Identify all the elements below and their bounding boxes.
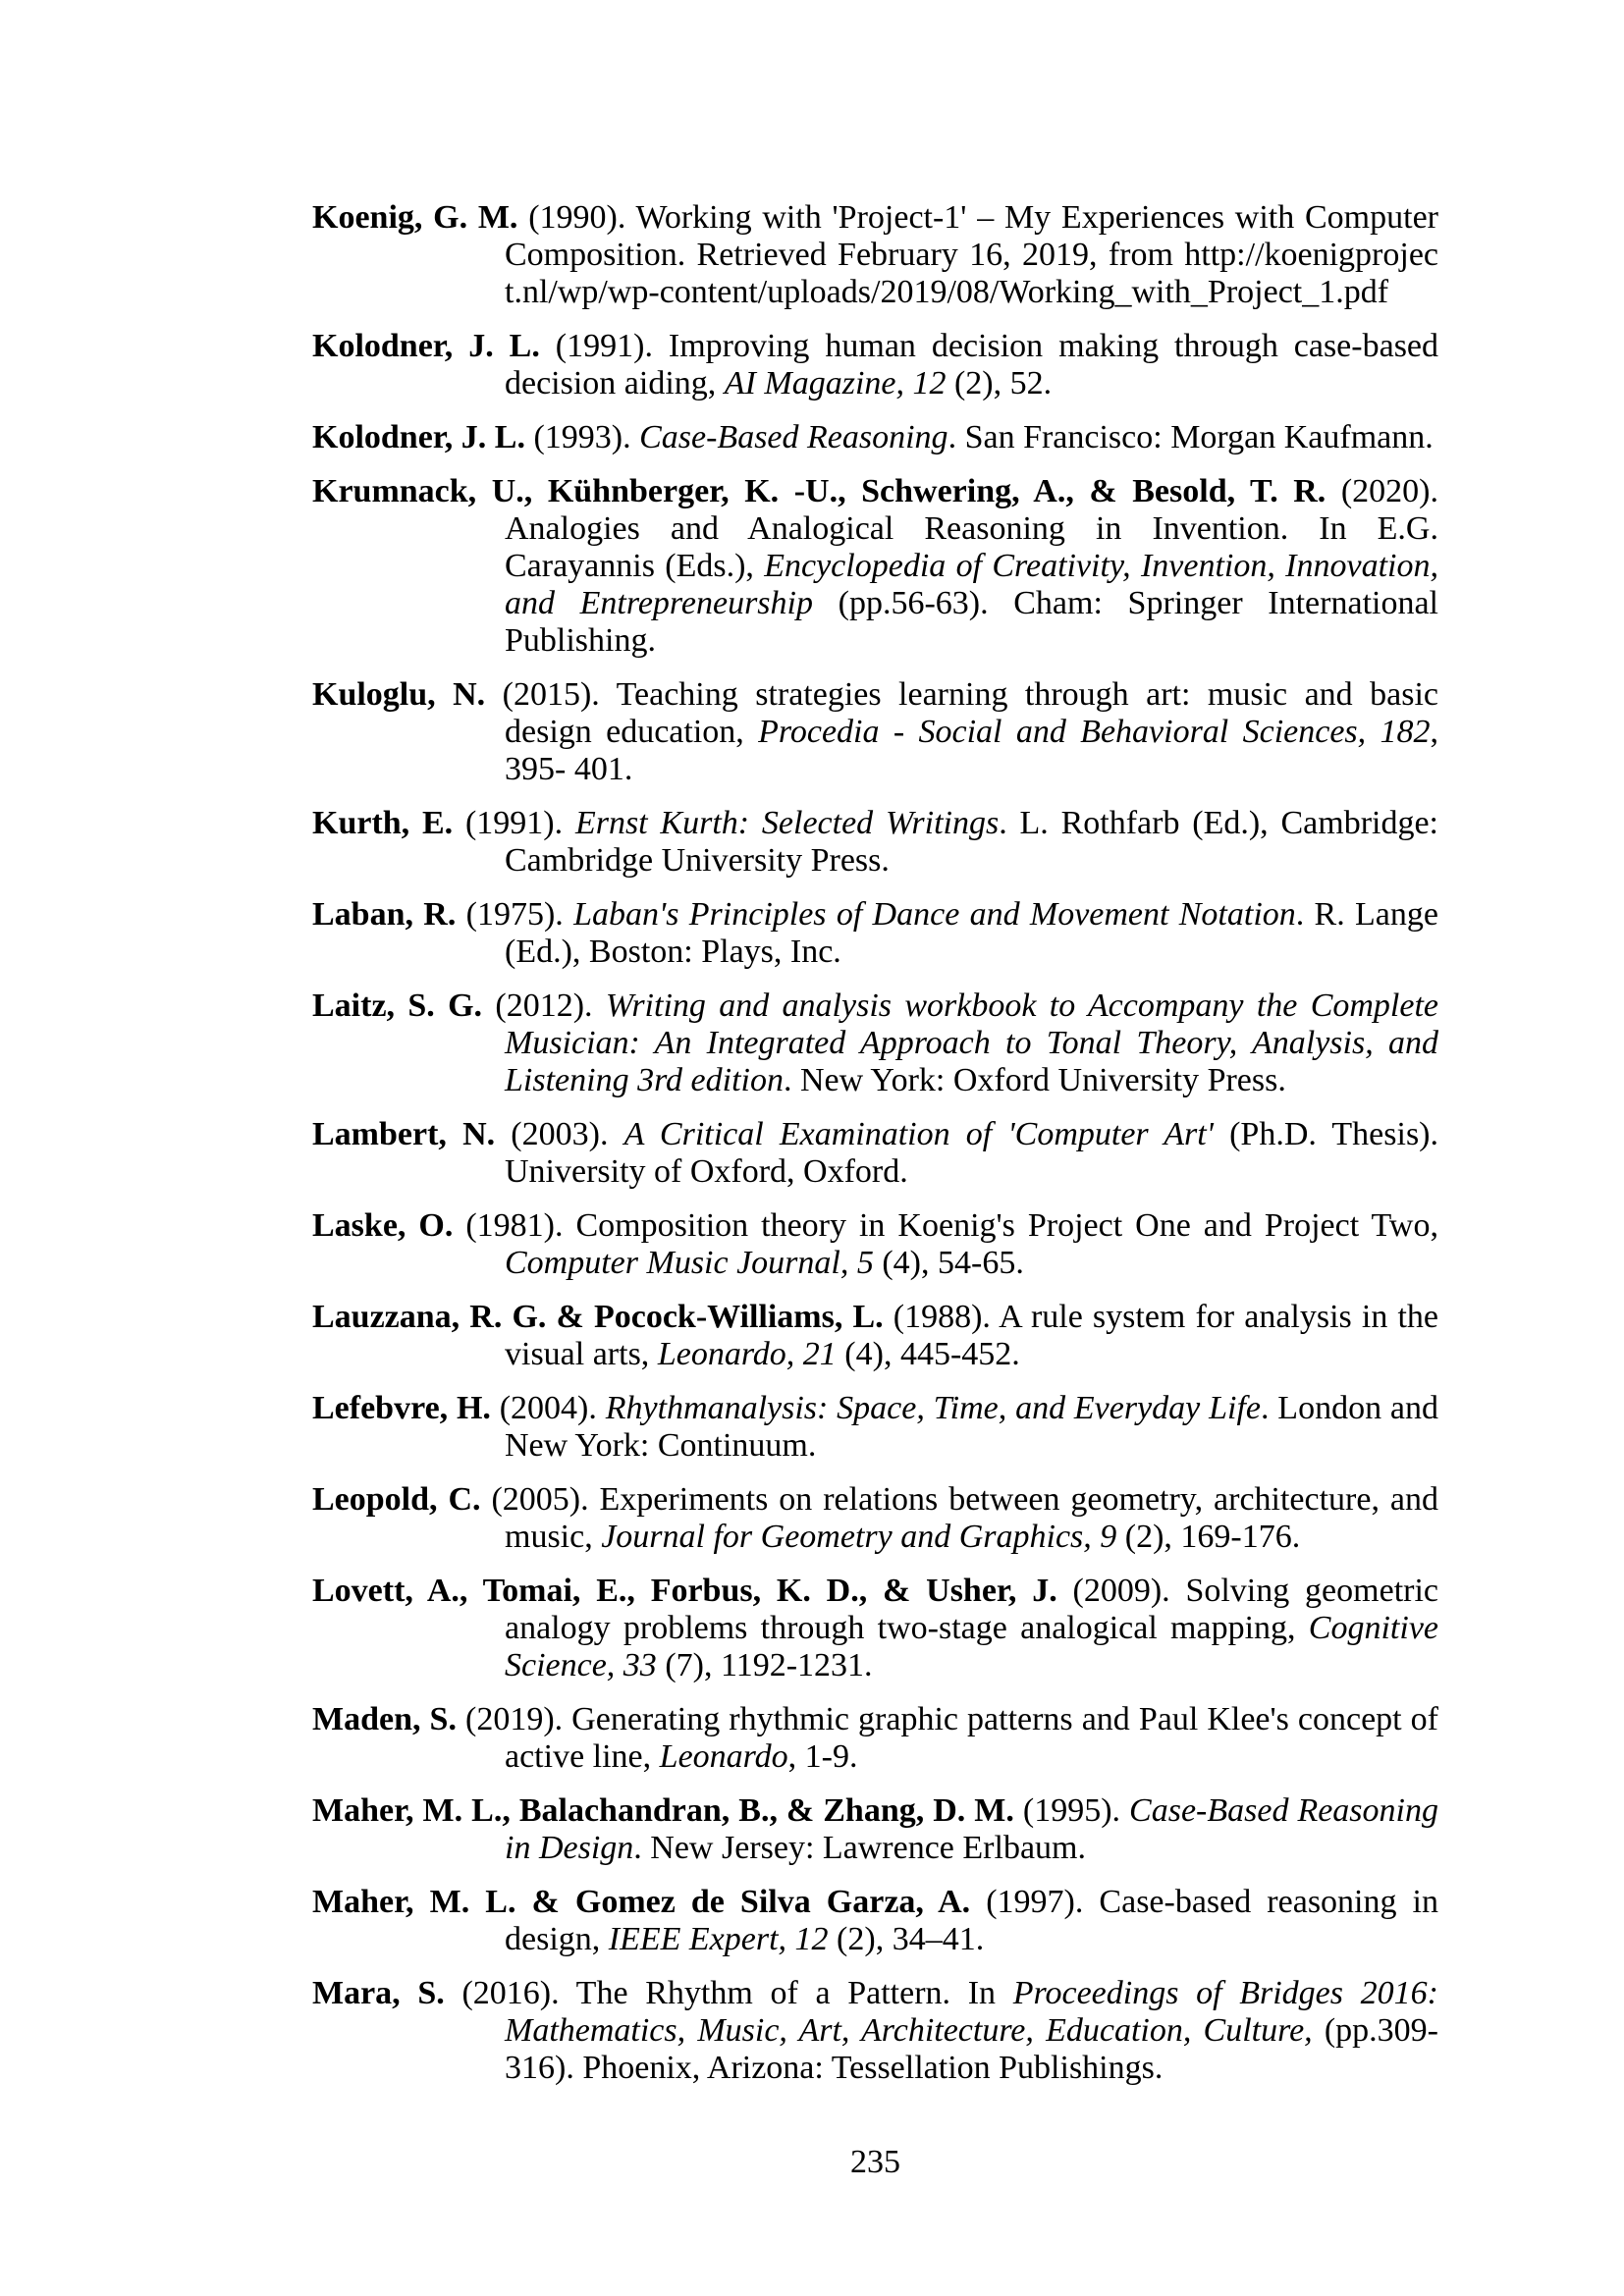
reference-entry: Lefebvre, H. (2004). Rhythmanalysis: Space, Time, and Everyday Life. London and New York: Continuum. <box>312 1390 1438 1464</box>
reference-entry: Mara, S. (2016). The Rhythm of a Pattern. In Proceedings of Bridges 2016: Mathematics, Music, Art, Architecture, Education, Culture, (pp.309-316). Phoenix, Arizona: Tessellation Publishings. <box>312 1975 1438 2086</box>
reference-entry: Leopold, C. (2005). Experiments on relations between geometry, architecture, and music, Journal for Geometry and Graphics, 9 (2), 169-176. <box>312 1481 1438 1555</box>
reference-entry: Lambert, N. (2003). A Critical Examination of 'Computer Art' (Ph.D. Thesis). University of Oxford, Oxford. <box>312 1116 1439 1190</box>
reference-entry: Kuloglu, N. (2015). Teaching strategies learning through art: music and basic design education, Procedia - Social and Behavioral Sciences, 182, 395- 401. <box>312 676 1438 787</box>
reference-entry: Laske, O. (1981). Composition theory in Koenig's Project One and Project Two, Computer Music Journal, 5 (4), 54-65. <box>312 1207 1438 1281</box>
reference-entry: Lovett, A., Tomai, E., Forbus, K. D., & Usher, J. (2009). Solving geometric analogy problems through two-stage analogical mapping, Cognitive Science, 33 (7), 1192-1231. <box>312 1573 1438 1683</box>
reference-entry: Kolodner, J. L. (1993). Case-Based Reasoning. San Francisco: Morgan Kaufmann. <box>312 419 1434 455</box>
reference-entry: Kurth, E. (1991). Ernst Kurth: Selected Writings. L. Rothfarb (Ed.), Cambridge: Cambridge University Press. <box>312 805 1439 879</box>
references-list <box>312 199 1438 2104</box>
reference-entry: Maher, M. L., Balachandran, B., & Zhang, D. M. (1995). Case-Based Reasoning in Design. New Jersey: Lawrence Erlbaum. <box>312 1792 1438 1866</box>
page-number: 235 <box>850 2144 900 2180</box>
reference-entry: Maden, S. (2019). Generating rhythmic graphic patterns and Paul Klee's concept of active line, Leonardo, 1-9. <box>312 1701 1438 1775</box>
reference-entry: Maher, M. L. & Gomez de Silva Garza, A. (1997). Case-based reasoning in design, IEEE Expert, 12 (2), 34–41. <box>312 1884 1438 1957</box>
reference-entry: Krumnack, U., Kühnberger, K. -U., Schwering, A., & Besold, T. R. (2020). Analogies and Analogical Reasoning in Invention. In E.G. Carayannis (Eds.), Encyclopedia of Creativity, Invention, Innovation, and Entrepreneurship (pp.56-63). Cham: Springer International Publishing. <box>312 473 1438 659</box>
reference-entry: Laban, R. (1975). Laban's Principles of Dance and Movement Notation. R. Lange (Ed.), Boston: Plays, Inc. <box>312 896 1438 970</box>
reference-entry: Laitz, S. G. (2012). Writing and analysis workbook to Accompany the Complete Musician: An Integrated Approach to Tonal Theory, Analysis, and Listening 3rd edition. New York: Oxford University Press. <box>312 988 1438 1098</box>
reference-entry: Lauzzana, R. G. & Pocock-Williams, L. (1988). A rule system for analysis in the visual arts, Leonardo, 21 (4), 445-452. <box>312 1299 1438 1372</box>
reference-entry: Koenig, G. M. (1990). Working with 'Project-1' – My Experiences with Computer Composition. Retrieved February 16, 2019, from http://koenigproject.nl/wp/wp-content/uploads/2019/08/Working_with_Project_1.pdf <box>312 199 1438 310</box>
reference-entry: Kolodner, J. L. (1991). Improving human decision making through case-based decision aiding, AI Magazine, 12 (2), 52. <box>312 328 1439 401</box>
